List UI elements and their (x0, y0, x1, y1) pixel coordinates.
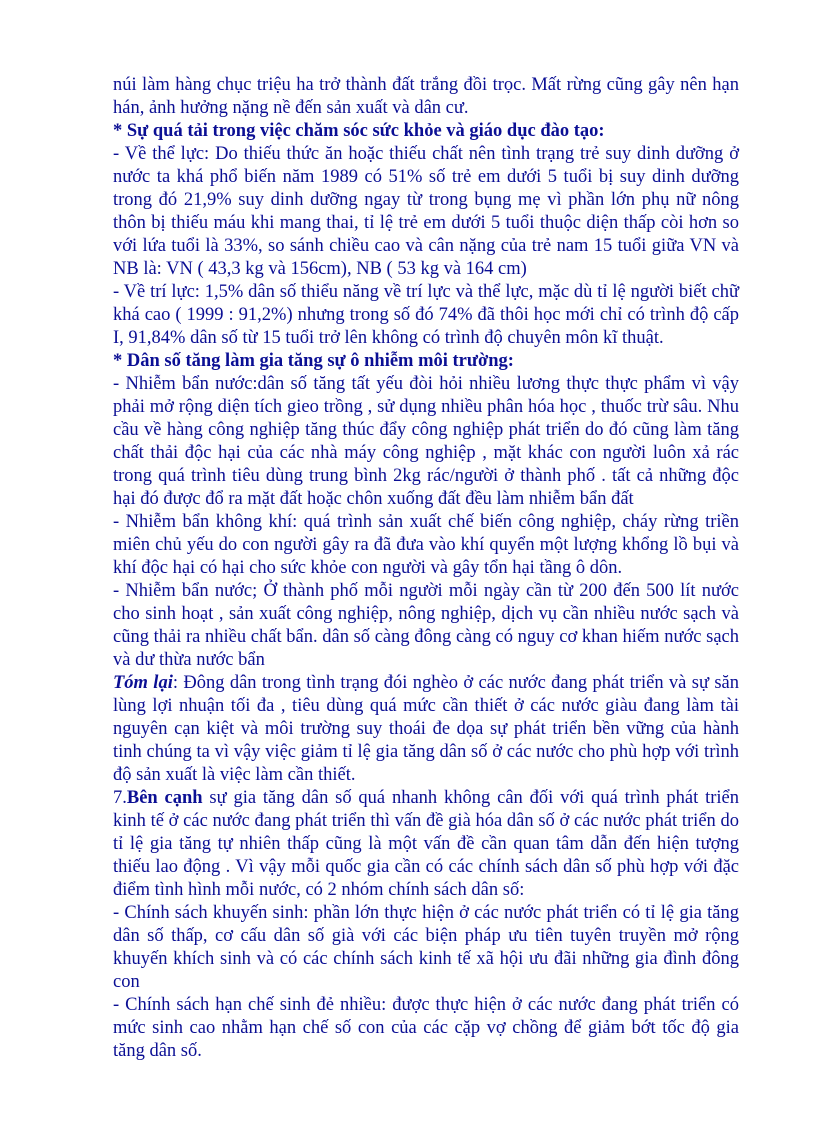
paragraph-birth-limit: - Chính sách hạn chế sinh đẻ nhiều: được thực hiện ở các nước đang phát triển có mức sinh cao nhằm hạn chế số con của các cặp vợ chồng để giảm bớt tốc độ gia tăng dân số. (113, 995, 739, 1061)
policy-lead: Bên cạnh (126, 788, 203, 808)
paragraph-deforestation: núi làm hàng chục triệu ha trở thành đất trắng đồi trọc. Mất rừng cũng gây nên hạn hán, ảnh hưởng nặng nề đến sản xuất và dân cư. (113, 75, 739, 118)
paragraph-population-policy (113, 787, 739, 902)
paragraph-air-pollution: - Nhiễm bẩn không khí: quá trình sản xuất chế biến công nghiệp, cháy rừng triền miên chủ yếu do con người gây ra đã đưa vào khí quyển một lượng khổng lồ bụi và khí độc hại có hại cho sức khỏe con người và gây tổn hại tầng ô dôn. (113, 512, 739, 578)
paragraph-pronatalist: - Chính sách khuyến sinh: phần lớn thực hiện ở các nước phát triển có tỉ lệ gia tăng dân số thấp, cơ cấu dân số già với các biện pháp ưu tiên tuyên truyền mở rộng khuyến khích sinh và có các chính sách kinh tế xã hội ưu đãi những gia đình đông con (113, 903, 739, 992)
paragraph-intellectual: - Về trí lực: 1,5% dân số thiểu năng về trí lực và thể lực, mặc dù tỉ lệ người biết chữ khá cao ( 1999 : 91,2%) nhưng trong số đó 74% đã thôi học mới chỉ có trình độ cấp I, 91,84% dân số từ 15 tuổi trở lên không có trình độ chuyên môn kĩ thuật. (113, 282, 739, 348)
summary-text: : Đông dân trong tình trạng đói nghèo ở các nước đang phát triển và sự săn lùng lợi nhuận tối đa , tiêu dùng quá mức cần thiết ở các nước giàu đang làm tài nguyên cạn kiệt và môi trường suy thoái đe dọa sự phát triển bền vững của hành tinh chúng ta vì vậy việc giảm tỉ lệ gia tăng dân số ở các nước cho phù hợp với trình độ sản xuất là việc làm cần thiết. (113, 673, 739, 785)
paragraph-physical: - Về thể lực: Do thiếu thức ăn hoặc thiếu chất nên tình trạng trẻ suy dinh dưỡng ở nước ta khá phổ biến năm 1989 có 51% số trẻ em dưới 5 tuổi bị suy dinh dưỡng trong đó 21,9% suy dinh dưỡng ngay từ trong bụng mẹ vì phần lớn phụ nữ nông thôn bị thiếu máu khi mang thai, tỉ lệ trẻ em dưới 5 tuổi thuộc diện thấp còi hơn so với lứa tuổi là 33%, so sánh chiều cao và cân nặng của trẻ nam 15 tuổi giữa VN và NB là: VN ( 43,3 kg và 156cm), NB ( 53 kg và 164 cm) (113, 144, 739, 279)
document-page (113, 74, 739, 1063)
paragraph-summary (113, 672, 739, 787)
summary-lead: Tóm lại (113, 673, 173, 693)
policy-text: sự gia tăng dân số quá nhanh không cân đối với quá trình phát triển kinh tế ở các nước đang phát triển thì vấn đề già hóa dân số ở các nước phát triển do tỉ lệ gia tăng tự nhiên thấp cũng là một vấn đề cần quan tâm dẫn đến hiện tượng thiếu lao động . Vì vậy mỗi quốc gia cần có các chính sách dân số phù hợp với đặc điểm tình hình mỗi nước, có 2 nhóm chính sách dân số: (113, 788, 739, 900)
heading-pollution: * Dân số tăng làm gia tăng sự ô nhiễm môi trường: (113, 351, 514, 371)
paragraph-water-pollution: - Nhiễm bẩn nước; Ở thành phố mỗi người mỗi ngày cần từ 200 đến 500 lít nước cho sinh hoạt , sản xuất công nghiệp, nông nghiệp, dịch vụ cần nhiều nước sạch và cũng thải ra nhiều chất bẩn. dân số càng đông càng có nguy cơ khan hiếm nước sạch và dư thừa nước bẩn (113, 581, 739, 670)
section-number: 7. (113, 788, 127, 808)
heading-health-education: * Sự quá tải trong việc chăm sóc sức khỏe và giáo dục đào tạo: (113, 121, 605, 141)
paragraph-soil-pollution: - Nhiễm bẩn nước:dân số tăng tất yếu đòi hỏi nhiều lương thực thực phẩm vì vậy phải mở rộng diện tích gieo trồng , sử dụng nhiều phân hóa học , thuốc trừ sâu. Nhu cầu về hàng công nghiệp tăng thúc đẩy công nghiệp phát triển do đó cũng làm tăng chất thải độc hại của các nhà máy công nghiệp , mặt khác con người luôn xả rác trong quá trình tiêu dùng trung bình 2kg rác/người ở thành phố . tất cả những độc hại đó được đổ ra mặt đất hoặc chôn xuống đất đều làm nhiễm bẩn đất (113, 374, 739, 509)
